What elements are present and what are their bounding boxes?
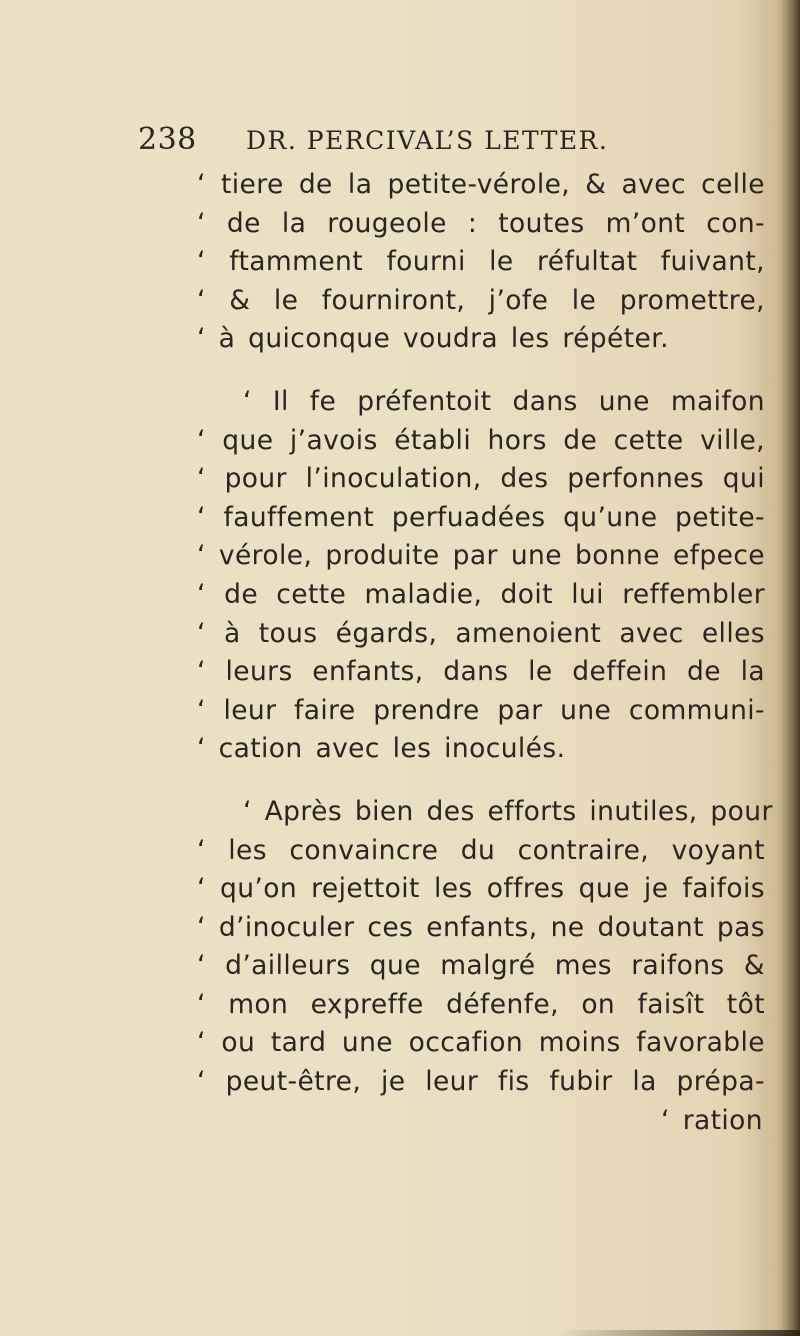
text-line: ‘ de la rougeole : toutes m’ont con- <box>197 207 765 239</box>
text-line: ‘ ou tard une occafion moins favorable <box>197 1027 765 1059</box>
paragraph <box>197 383 765 769</box>
text-line: ‘ fauffement perfuadées qu’une petite- <box>197 501 765 533</box>
text-line: ‘ qu’on rejettoit les offres que je faifois <box>197 873 765 905</box>
page-bottom-edge <box>560 1330 800 1336</box>
text-line: ‘ tiere de la petite-vérole, & avec celle <box>197 169 765 200</box>
text-line: ‘ Il fe préfentoit dans une maifon <box>243 385 765 417</box>
text-line: ‘ mon expreffe défenfe, on faisît tôt <box>197 988 765 1020</box>
text-line: ‘ & le fourniront, j’ofe le promettre, <box>197 284 765 316</box>
text-line: ‘ d’inoculer ces enfants, ne doutant pas <box>197 911 765 943</box>
paragraph <box>197 166 765 359</box>
text-line: ‘ leurs enfants, dans le deffein de la <box>197 656 765 688</box>
catchword: ‘ ration <box>661 1104 763 1136</box>
text-line: ‘ peut-être, je leur fis fubir la prépa- <box>197 1066 765 1098</box>
text-line: ‘ que j’avois établi hors de cette ville, <box>197 424 765 456</box>
text-line: ‘ à quiconque voudra les répéter. <box>197 323 669 355</box>
page-edge-shadow <box>782 0 800 1336</box>
body-text <box>197 166 773 1140</box>
page-number: 238 <box>138 122 197 157</box>
text-line: ‘ les convaincre du contraire, voyant <box>197 834 765 866</box>
paragraph <box>197 793 773 1102</box>
text-line: ‘ pour l’inoculation, des perfonnes qui <box>197 463 765 495</box>
text-line: ‘ de cette maladie, doit lui reffembler <box>197 578 765 610</box>
text-line: ‘ ftamment fourni le réfultat fuivant, <box>197 246 765 278</box>
text-line: ‘ d’ailleurs que malgré mes raifons & <box>197 950 765 982</box>
text-line: ‘ Après bien des efforts inutiles, pour <box>243 795 773 827</box>
text-line: ‘ cation avec les inoculés. <box>197 733 566 765</box>
page-header <box>138 122 758 162</box>
running-head: DR. PERCIVAL’S LETTER. <box>246 126 609 155</box>
text-line: ‘ vérole, produite par une bonne efpece <box>197 540 765 572</box>
text-line: ‘ à tous égards, amenoient avec elles <box>197 617 765 649</box>
text-line: ‘ leur faire prendre par une communi- <box>197 694 765 726</box>
